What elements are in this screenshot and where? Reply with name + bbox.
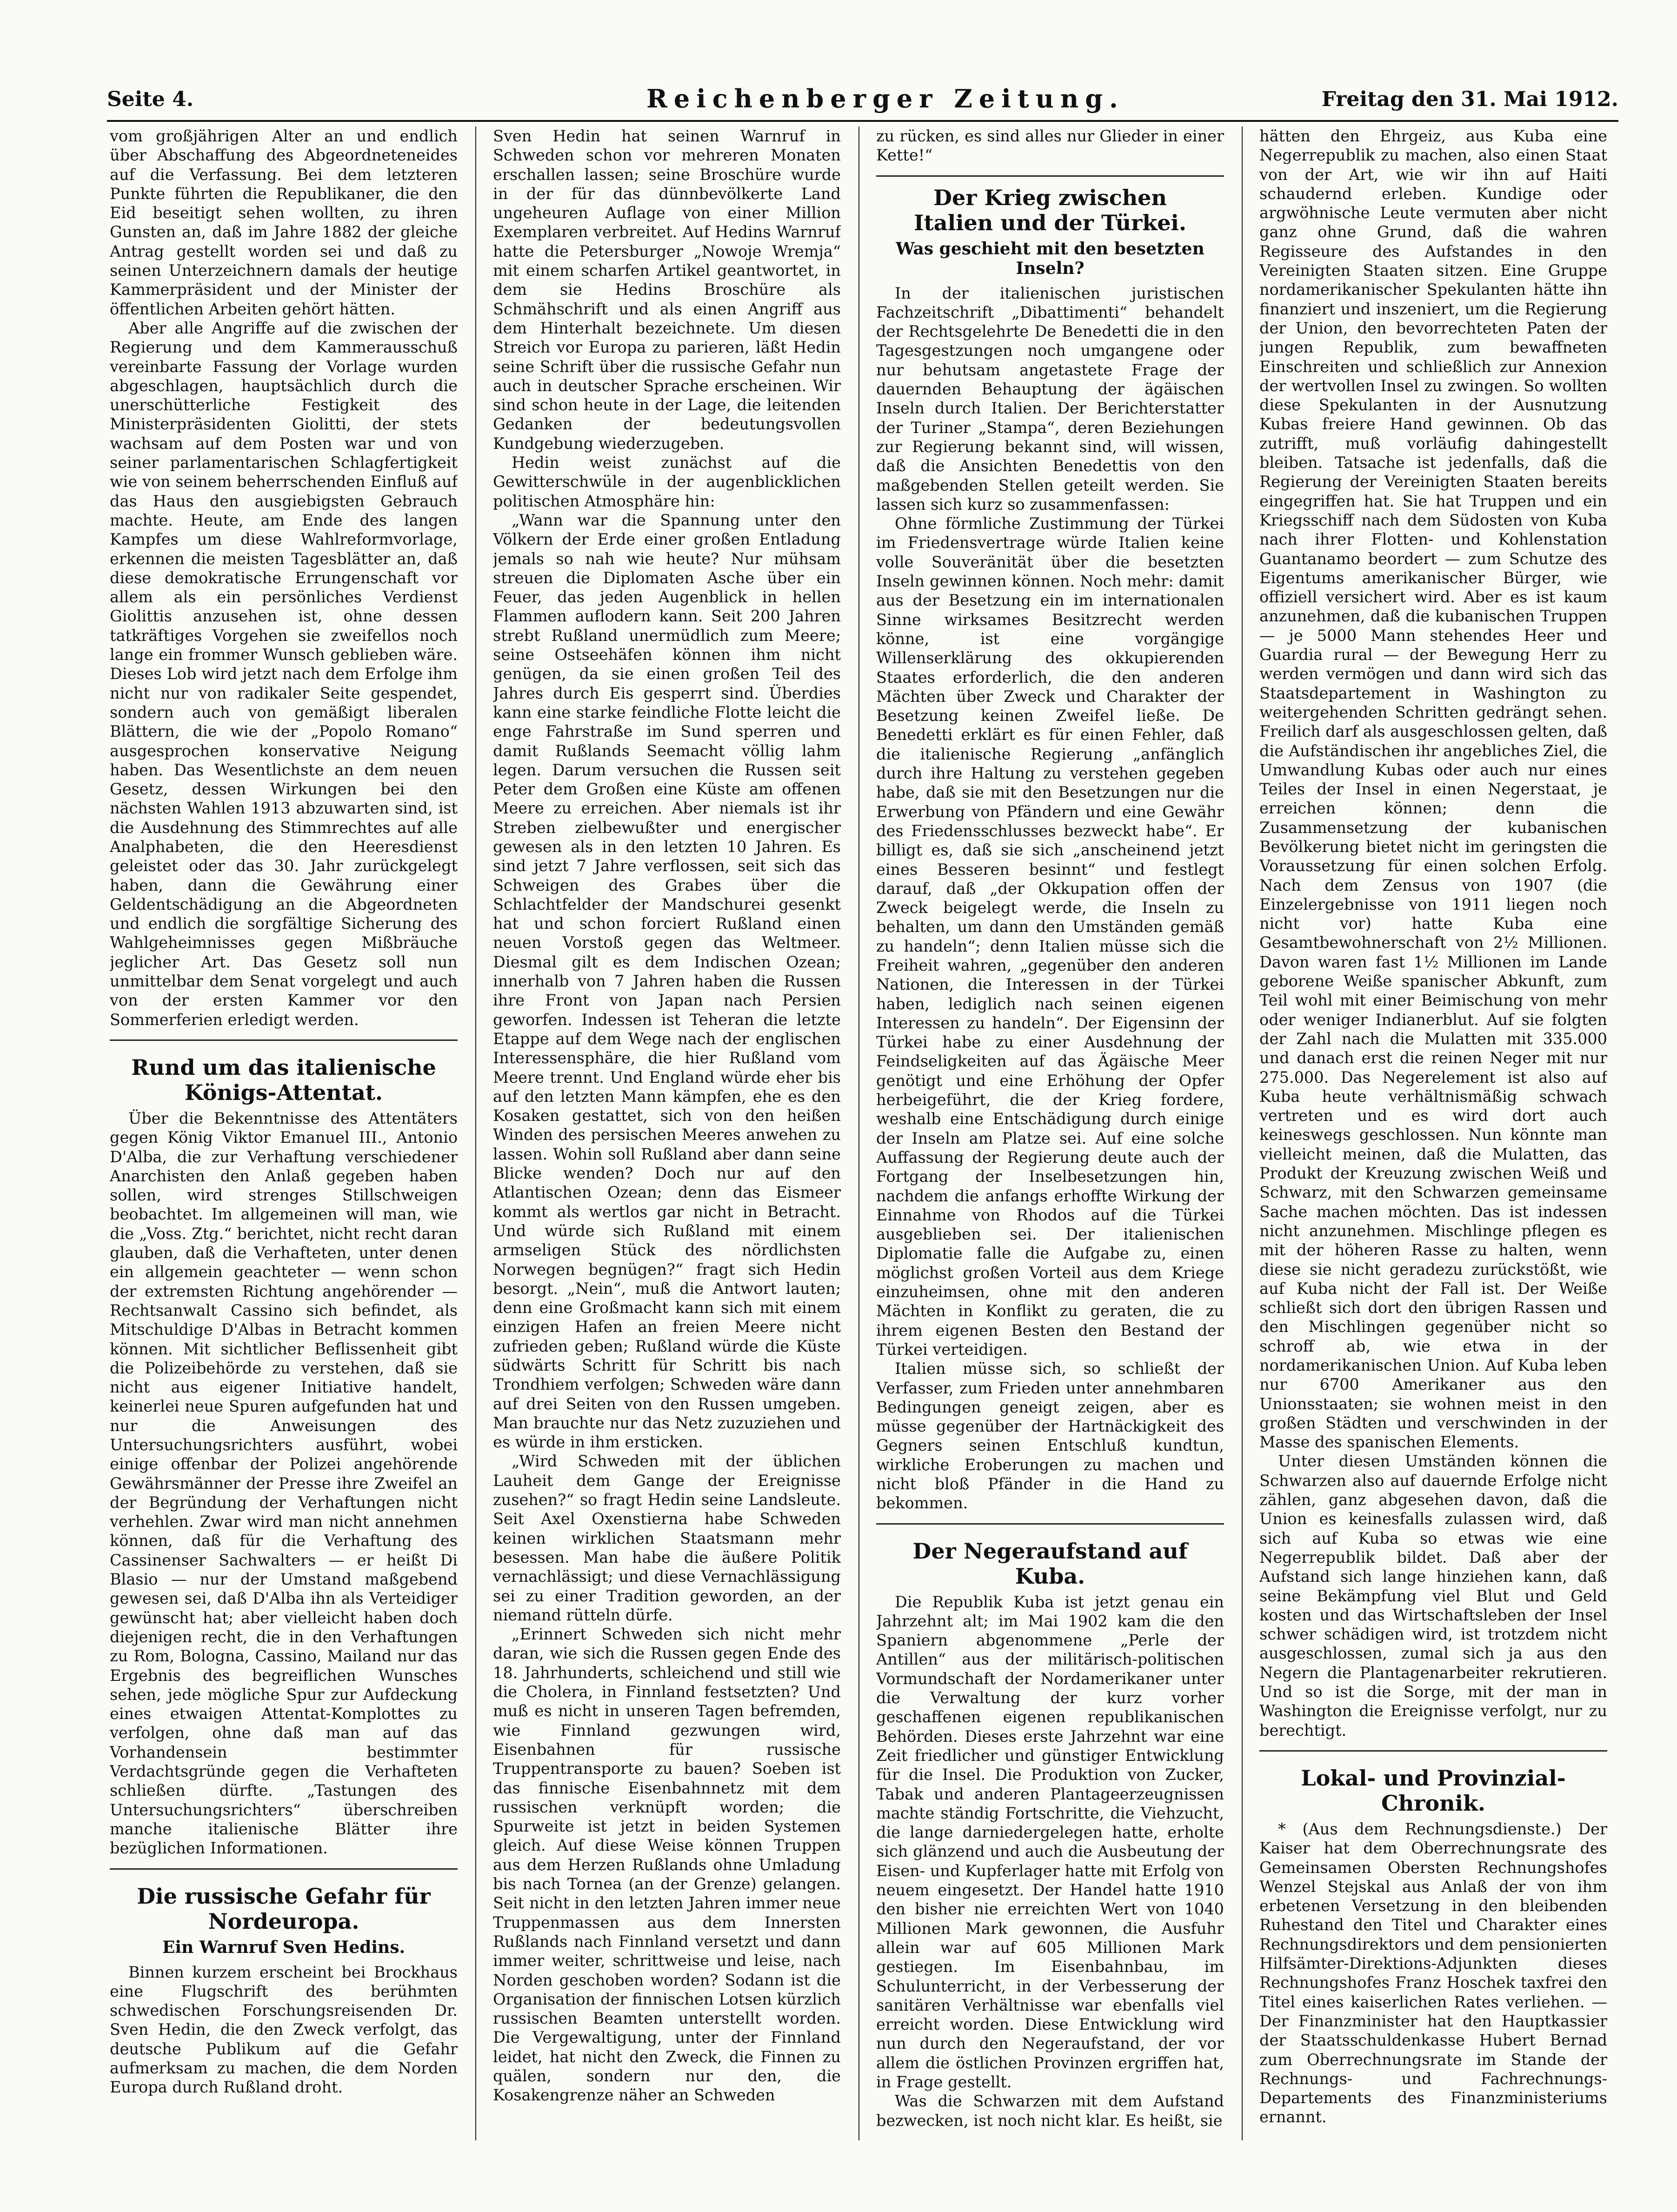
article-paragraph: „Wird Schweden mit der üblichen Lauheit dem Gange der Ereignisse zusehen?“ so fragt Hedin seine Landsleute. Seit Axel Oxenstierna habe Schweden keinen wirklichen Staatsmann mehr besessen. Man habe die äußere Politik vernachlässigt; und diese Vernachlässigung sei zu einer Tradition geworden, an der niemand rütteln dürfe. (493, 1452, 841, 1624)
article-paragraph: Was die Schwarzen mit dem Aufstand bezwecken, ist noch nicht klar. Es heißt, sie (876, 2092, 1224, 2130)
article-heading: Rund um das italienische Königs-Attentat. (131, 1054, 436, 1105)
article-separator (876, 1523, 1224, 1525)
column-4 (1259, 127, 1607, 2140)
article-paragraph: Ohne förmliche Zustimmung der Türkei im Friedensvertrage würde Italien keine volle Souveränität über die besetzten Inseln gewinnen können. Noch mehr: damit aus der Besetzung ein im internationalen Sinne wirksames Besitzrecht werden könne, ist eine vorgängige Willenserklärung des okkupierenden Staates erforderlich, die den anderen Mächten über Zweck und Charakter der Besetzung keinen Zweifel ließe. De Benedetti erklärt es für einen Fehler, daß die italienische Regierung „anfänglich durch ihre Haltung zu verstehen gegeben habe, daß sie mit den Besetzungen nur die Erwerbung von Pfändern und eine Gewähr des Friedensschlusses bezweckt habe“. Er billigt es, daß sie sich „anscheinend jetzt eines Besseren besinnt“ und festlegt darauf, daß „der Okkupation offen der Zweck beigelegt werde, die Inseln zu behalten, um dann den Umständen gemäß zu handeln“; denn Italien müsse sich die Freiheit wahren, „gegenüber den anderen Nationen, die Interessen in der Türkei haben, lediglich nach seinen eigenen Interessen zu handeln“. Der Eigensinn der Türkei habe zu einer Ausdehnung der Feindseligkeiten auf das Ägäische Meer genötigt und eine Erhöhung der Opfer herbeigeführt, die der Krieg fordere, weshalb eine Entschädigung durch einige der Inseln am Platze sei. Auf eine solche Auffassung der Regierung deute auch der Fortgang der Inselbesetzungen hin, nachdem die anfangs erhoffte Wirkung der Einnahme von Rhodos auf die Türkei ausgeblieben sei. Der italienischen Diplomatie falle die Aufgabe zu, einen möglichst großen Vorteil aus dem Kriege einzuheimsen, ohne mit den anderen Mächten in Konflikt zu geraten, die zu ihrem eigenen Besten den Bestand der Türkei verteidigen. (876, 514, 1224, 1359)
article-paragraph: Binnen kurzem erscheint bei Brockhaus eine Flugschrift des berühmten schwedischen Forschungsreisenden Dr. Sven Hedin, die den Zweck verfolgt, das deutsche Publikum auf die Gefahr aufmerksam zu machen, die dem Norden Europa durch Rußland droht. (110, 1963, 458, 2097)
article-paragraph: „Wann war die Spannung unter den Völkern der Erde einer großen Entladung jemals so nah wie heute? Nur mühsam streuen die Diplomaten Asche über ein Feuer, das jeden Augenblick in hellen Flammen auflodern kann. Seit 200 Jahren strebt Rußland unermüdlich zum Meere; seine Ostseehäfen können ihm nicht genügen, da sie einen großen Teil des Jahres durch Eis gesperrt sind. Überdies kann eine starke feindliche Flotte leicht die enge Fahrstraße im Sund sperren und damit Rußlands Seemacht völlig lahm legen. Darum versuchen die Russen seit Peter dem Großen eine Küste am offenen Meere zu erreichen. Aber niemals ist ihr Streben zielbewußter und energischer gewesen als in den letzten 10 Jahren. Es sind jetzt 7 Jahre verflossen, seit sich das Schweigen des Grabes über die Schlachtfelder der Mandschurei gesenkt hat und schon forciert Rußland einen neuen Vorstoß gegen das Weltmeer. Diesmal gilt es dem Indischen Ozean; innerhalb von 7 Jahren haben die Russen ihre Front von Japan nach Persien geworfen. Indessen ist Teheran die letzte Etappe auf dem Wege nach der englischen Interessensphäre, die hier Rußland vom Meere trennt. Und England würde eher bis auf den letzten Mann kämpfen, ehe es den Kosaken gestattet, sich von den heißen Winden des persischen Meeres anwehen zu lassen. Wohin soll Rußland aber dann seine Blicke wenden? Doch nur auf den Atlantischen Ozean; denn das Eismeer kommt als wertlos gar nicht in Betracht. Und würde sich Rußland mit einem armseligen Stück des nördlichsten Norwegen begnügen?“ fragt sich Hedin besorgt. „Nein“, muß die Antwort lauten; denn eine Großmacht kann sich mit einem einzigen Hafen an freien Meere nicht zufrieden geben; Rußland würde die Küste südwärts Schritt für Schritt bis nach Trondhiem verfolgen; Schweden wäre dann auf drei Seiten von den Russen umgeben. Man brauchte nur das Netz zuzuziehen und es würde in ihm ersticken. (493, 511, 841, 1452)
header-rule (107, 120, 1618, 122)
article-separator (876, 175, 1224, 177)
article-paragraph: zu rücken, es sind alles nur Glieder in einer Kette!“ (876, 127, 1224, 165)
article-heading: Lokal- und Provinzial-Chronik. (1301, 1765, 1566, 1816)
article-subheading: Ein Warnruf Sven Hedins. (162, 1937, 406, 1957)
issue-date: Freitag den 31. Mai 1912. (1321, 87, 1618, 111)
article-paragraph: Sven Hedin hat seinen Warnruf in Schweden schon vor mehreren Monaten erschallen lassen; seine Broschüre wurde in der für das dünnbevölkerte Land ungeheuren Auflage von einer Million Exemplaren verbreitet. Auf Hedins Warnruf hatte die Petersburger „Nowoje Wremja“ mit einem scharfen Artikel geantwortet, in dem sie Hedins Broschüre als Schmähschrift und als einen Angriff aus dem Hinterhalt bezeichnete. Um diesen Streich vor Europa zu parieren, läßt Hedin seine Schrift über die russische Gefahr nun auch in deutscher Sprache erscheinen. Wir sind schon heute in der Lage, die leitenden Gedanken der bedeutungsvollen Kundgebung wiederzugeben. (493, 127, 841, 453)
article-paragraph: Italien müsse sich, so schließt der Verfasser, zum Frieden unter annehmbaren Bedingungen geneigt zeigen, aber es müsse gegenüber der Hartnäckigkeit des Gegners seinen Entschluß kundtun, wirkliche Eroberungen zu machen und nicht bloß Pfänder in die Hand zu bekommen. (876, 1359, 1224, 1512)
column-divider (475, 127, 476, 2140)
article-paragraph: * (Aus dem Rechnungsdienste.) Der Kaiser hat dem Oberrechnungsrate des Gemeinsamen Obersten Rechnungshofes Wenzel Stejskal aus Anlaß der von ihm erbetenen Versetzung in den bleibenden Ruhestand den Titel und Charakter eines Rechnungsdirektors und dem pensionierten Hilfsämter-Direktions-Adjunkten dieses Rechnungshofes Franz Hoschek taxfrei den Titel eines kaiserlichen Rates verliehen. — Der Finanzminister hat den Hauptkassier der Staatsschuldenkasse Hubert Bernad zum Oberrechnungsrate im Stande der Rechnungs- und Fachrechnungs-Departements des Finanzministeriums ernannt. (1259, 1819, 1607, 2126)
article-paragraph: Über die Bekenntnisse des Attentäters gegen König Viktor Emanuel III., Antonio D'Alba, die zur Verhaftung verschiedener Anarchisten den Anlaß gegeben haben sollen, wird strenges Stillschweigen beobachtet. Im allgemeinen will man, wie die „Voss. Ztg.“ berichtet, nicht recht daran glauben, daß die Verhafteten, unter denen ein allgemein geachteter — wenn schon der extremsten Richtung angehörender — Rechtsanwalt Cassino sich befindet, als Mitschuldige D'Albas in Betracht kommen können. Mit sichtlicher Beflissenheit gibt die Polizeibehörde zu verstehen, daß sie nicht aus eigener Initiative handelt, keinerlei neue Spuren aufgefunden hat und nur die Anweisungen des Untersuchungsrichters ausführt, wobei einige offenbar der Polizei angehörende Gewährsmänner der Presse ihre Zweifel an der Begründung der Verhaftungen nicht verhehlen. Zwar wird man nicht annehmen können, daß für die Verhaftung des Cassinenser Sachwalters — er heißt Di Blasio — nur der Umstand maßgebend gewesen sei, daß D'Alba ihn als Verteidiger gewünscht hat; aber vielleicht haben doch diejenigen recht, die in den Verhaftungen zu Rom, Bologna, Cassino, Mailand nur das Ergebnis des begreiflichen Wunsches sehen, jede mögliche Spur zur Aufdeckung eines etwaigen Attentat-Komplottes zu verfolgen, ohne daß man auf das Vorhandensein bestimmter Verdachtsgründe gegen die Verhafteten schließen dürfte. „Tastungen des Untersuchungsrichters“ überschreiben manche italienische Blätter ihre bezüglichen Informationen. (110, 1109, 458, 1858)
article-heading: Der Krieg zwischen (933, 185, 1167, 210)
article-heading: Italien und der Türkei. (914, 210, 1186, 235)
newspaper-title: Reichenberger Zeitung. (646, 84, 1125, 113)
column-1 (110, 127, 458, 2140)
article-subheading: Was geschieht mit den besetzten Inseln? (896, 239, 1205, 278)
article-paragraph: In der italienischen juristischen Fachzeitschrift „Dibattimenti“ behandelt der Rechtsgelehrte De Benedetti die in den Tagesgestzungen noch umgangene oder nur behutsam angetastete Frage der dauernden Behauptung der ägäischen Inseln durch Italien. Der Berichterstatter der Turiner „Stampa“, deren Beziehungen zur Regierung bekannt sind, will wissen, daß die Ansichten Benedettis von den maßgebenden Stellen geteilt werden. Sie lassen sich kurz so zusammenfassen: (876, 284, 1224, 513)
column-divider (1242, 127, 1243, 2140)
article-paragraph: vom großjährigen Alter an und endlich über Abschaffung des Abgeordneteneides auf die Verfassung. Bei dem letzteren Punkte führten die Republikaner, die den Eid beseitigt sehen wollten, zu ihren Gunsten an, daß im Jahre 1882 der gleiche Antrag gestellt worden sei und daß zu seinen Unterzeichnern damals der heutige Kammerpräsident und der Minister der öffentlichen Arbeiten gehört hätten. (110, 127, 458, 318)
column-divider (858, 127, 859, 2140)
article-heading: Der Negeraufstand auf Kuba. (912, 1538, 1188, 1589)
article-paragraph: „Erinnert Schweden sich nicht mehr daran, wie sich die Russen gegen Ende des 18. Jahrhunderts, schleichend und still wie die Cholera, in Finnland festsetzten? Und muß es nicht in unseren Tagen befremden, wie Finnland gezwungen wird, Eisenbahnen für russische Truppentransporte zu bauen? Soeben ist das finnische Eisenbahnnetz mit dem russischen verknüpft worden; die Spurweite ist jetzt in beiden Systemen gleich. Auf diese Weise können Truppen aus dem Herzen Rußlands ohne Umladung bis nach Tornea (an der Grenze) gelangen. Seit nicht in den letzten Jahren immer neue Truppenmassen aus dem Innersten Rußlands nach Finnland versetzt und dann immer weiter, schrittweise und leise, nach Norden geschoben worden? Sodann ist die Organisation der finnischen Lotsen kürzlich russischen Beamten unterstellt worden. Die Vergewaltigung, unter der Finnland leidet, hat nicht den Zweck, die Finnen zu quälen, sondern nur den, die Kosakengrenze näher an Schweden (493, 1625, 841, 2105)
column-2 (493, 127, 841, 2140)
article-paragraph: hätten den Ehrgeiz, aus Kuba eine Negerrepublik zu machen, also einen Staat von der Art, wie wir ihn auf Haiti schaudernd erleben. Kundige oder argwöhnische Leute vermuten aber nicht ganz ohne Grund, daß die wahren Regisseure des Aufstandes in den Vereinigten Staaten sitzen. Eine Gruppe nordamerikanischer Spekulanten hätte ihn finanziert und inszeniert, um die Regierung der Union, den bevorrechteten Paten der jungen Republik, zum bewaffneten Einschreiten und schließlich zur Annexion der wertvollen Insel zu zwingen. So wollten diese Spekulanten in der Ausnutzung Kubas freiere Hand gewinnen. Ob das zutrifft, muß vorläufig dahingestellt bleiben. Tatsache ist jedenfalls, daß die Regierung der Vereinigten Staaten bereits eingegriffen hat. Sie hat Truppen und ein Kriegsschiff nach dem Südosten von Kuba nach ihrer Flotten- und Kohlenstation Guantanamo beordert — zum Schutze des Eigentums amerikanischer Bürger, wie offiziell versichert wird. Aber es ist kaum anzunehmen, daß die kubanischen Truppen — je 5000 Mann stehendes Heer und Guardia rural — der Bewegung Herr zu werden vermögen und dann wird sich das Staatsdepartement in Washington zu weitergehenden Schritten gedrängt sehen. Freilich darf als ausgeschlossen gelten, daß die Aufständischen ihr angebliches Ziel, die Umwandlung Kubas oder auch nur eines Teiles der Insel in einen Negerstaat, je erreichen können; denn die Zusammensetzung der kubanischen Bevölkerung bietet nicht im geringsten die Voraussetzung für einen solchen Erfolg. Nach dem Zensus von 1907 (die Einzelergebnisse von 1911 liegen noch nicht vor) hatte Kuba eine Gesamtbewohnerschaft von 2½ Millionen. Davon waren fast 1½ Millionen im Lande geborene Weiße spanischer Abkunft, zum Teil wohl mit einer Beimischung von mehr oder weniger Indianerblut. Auf sie folgten der Zahl nach die Mulatten mit 335.000 und danach erst die reinen Neger mit nur 275.000. Das Negerelement ist also auf Kuba heute verhältnismäßig schwach vertreten und es wird dort auch keineswegs geschlossen. Nun könnte man vielleicht meinen, daß die Mulatten, das Produkt der Kreuzung zwischen Weiß und Schwarz, mit den Schwarzen gemeinsame Sache machen möchten. Das ist indessen nicht anzunehmen. Mischlinge pflegen es mit der höheren Rasse zu halten, wenn diese sie nicht geradezu zurückstößt, wie auf Kuba nicht der Fall ist. Der Weiße schließt sich dort den übrigen Rassen und den Mischlingen gegenüber nicht so schroff ab, wie etwa in der nordamerikanischen Union. Auf Kuba leben nur 6700 Amerikaner aus den Unionsstaaten; sie wohnen meist in den großen Städten und verschwinden in der Masse des spanischen Elements. (1259, 127, 1607, 1452)
page-header (107, 79, 1618, 121)
article-separator (110, 1868, 458, 1870)
article-separator (110, 1039, 458, 1041)
page-number: Seite 4. (107, 87, 194, 111)
article-paragraph: Die Republik Kuba ist jetzt genau ein Jahrzehnt alt; im Mai 1902 kam die den Spaniern abgenommene „Perle der Antillen“ aus der militärisch-politischen Vormundschaft der Nordamerikaner unter die Verwaltung der kurz vorher geschaffenen eigenen republikanischen Behörden. Dieses erste Jahrzehnt war eine Zeit friedlicher und günstiger Entwicklung für die Insel. Die Produktion von Zucker, Tabak und anderen Plantageerzeugnissen machte ständig Fortschritte, die Viehzucht, die lange darniedergelegen hatte, erholte sich glänzend und auch die Ausbeutung der Eisen- und Kupferlager hatte mit Erfolg von neuem eingesetzt. Der Handel hatte 1910 den bisher nie erreichten Wert von 1040 Millionen Mark gewonnen, die Ausfuhr allein war auf 605 Millionen Mark gestiegen. Im Eisenbahnbau, im Schulunterricht, in der Verbesserung der sanitären Verhältnisse war ebenfalls viel erreicht worden. Diese Entwicklung wird nun durch den Negeraufstand, der vor allem die östlichen Provinzen ergriffen hat, in Frage gestellt. (876, 1592, 1224, 2092)
article-paragraph: Unter diesen Umständen können die Schwarzen also auf dauernde Erfolge nicht zählen, ganz abgesehen davon, daß die Union es keinesfalls zulassen wird, daß sich auf Kuba so etwas wie eine Negerrepublik bildet. Daß aber der Aufstand sich lange hinziehen kann, daß seine Bekämpfung viel Blut und Geld kosten und das Wirtschaftsleben der Insel schwer schädigen wird, ist trotzdem nicht ausgeschlossen, zumal sich ja aus den Negern die Plantagenarbeiter rekrutieren. Und so ist die Sorge, mit der man in Washington die Ereignisse verfolgt, nur zu berechtigt. (1259, 1452, 1607, 1739)
article-paragraph: Aber alle Angriffe auf die zwischen der Regierung und dem Kammerausschuß vereinbarte Fassung der Vorlage wurden abgeschlagen, hauptsächlich durch die unerschütterliche Festigkeit des Ministerpräsidenten Giolitti, der stets wachsam auf dem Posten war und von seiner parlamentarischen Schlagfertigkeit wie von seinem beherrschenden Einfluß auf das Haus den ausgiebigsten Gebrauch machte. Heute, am Ende des langen Kampfes um diese Wahlreformvorlage, erkennen die meisten Tagesblätter an, daß diese demokratische Errungenschaft vor allem als ein persönliches Verdienst Giolittis anzusehen ist, ohne dessen tatkräftiges Vorgehen sie zweifellos noch lange ein frommer Wunsch geblieben wäre. Dieses Lob wird jetzt nach dem Erfolge ihm nicht nur von radikaler Seite gespendet, sondern auch von gemäßigt liberalen Blättern, die wie der „Popolo Romano“ ausgesprochen konservative Neigung haben. Das Wesentlichste an dem neuen Gesetz, dessen Wirkungen bei den nächsten Wahlen 1913 abzuwarten sind, ist die Ausdehnung des Stimmrechtes auf alle Analphabeten, die den Heeresdienst geleistet oder das 30. Jahr zurückgelegt haben, dann die Gewährung einer Geldentschädigung an die Abgeordneten und endlich die sorgfältige Sicherung des Wahlgeheimnisses gegen Mißbräuche jeglicher Art. Das Gesetz soll nun unmittelbar dem Senat vorgelegt und auch von der ersten Kammer vor den Sommerferien erledigt werden. (110, 319, 458, 1029)
article-heading: Die russische Gefahr für Nordeuropa. (137, 1883, 431, 1934)
column-3 (876, 127, 1224, 2140)
article-paragraph: Hedin weist zunächst auf die Gewitterschwüle in der augenblicklichen politischen Atmosphäre hin: (493, 453, 841, 510)
article-separator (1259, 1750, 1607, 1752)
